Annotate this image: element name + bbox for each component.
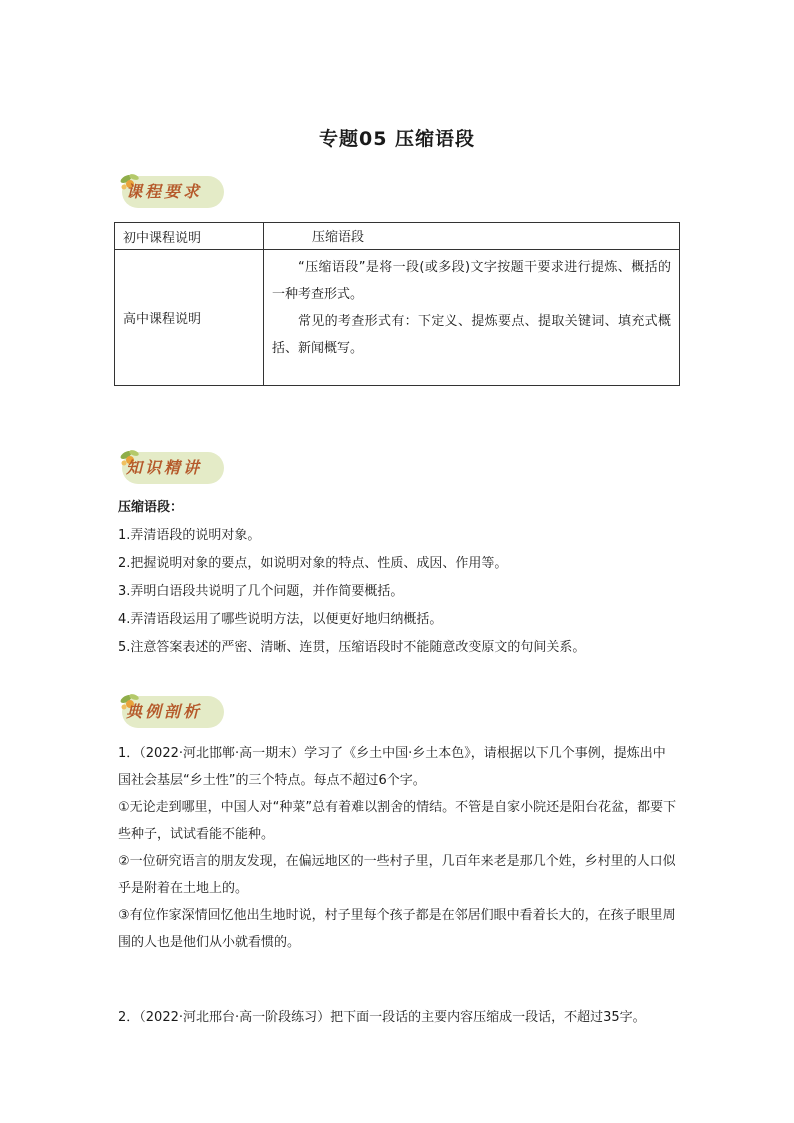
list-item: 5.注意答案表述的严密、清晰、连贯，压缩语段时不能随意改变原文的句间关系。 [118,640,586,655]
row-label: 初中课程说明 [115,223,264,250]
list-item: 2.把握说明对象的要点，如说明对象的特点、性质、成因、作用等。 [118,556,508,571]
question-item: ②一位研究语言的朋友发现，在偏远地区的一些村子里，几百年来老是那几个姓，乡村里的人口似乎是附着在土地上的。 [118,854,676,896]
row-paragraph: “压缩语段”是将一段(或多段)文字按题干要求进行提炼、概括的一种考查形式。 [272,260,671,302]
list-item: 1.弄清语段的说明对象。 [118,528,261,543]
section-badge-label: 课程要求 [126,182,203,201]
question-item: ③有位作家深情回忆他出生地时说，村子里每个孩子都是在邻居们眼中看着长大的，在孩子眼里周围的人也是他们从小就看惯的。 [118,908,676,950]
list-item: 4.弄清语段运用了哪些说明方法，以便更好地归纳概括。 [118,612,443,627]
page-title: 专题05 压缩语段 [318,128,476,150]
section-badge-knowledge [116,446,224,486]
section-badge-label: 典例剖析 [126,702,203,721]
question-1 [118,740,678,956]
knowledge-list [118,494,678,662]
table-row [115,250,680,386]
question-item: ①无论走到哪里，中国人对“种菜”总有着难以割舍的情结。不管是自家小院还是阳台花盆，都要下些种子，试试看能不能种。 [118,800,677,842]
course-requirements-table [114,222,680,386]
table-row [115,223,680,250]
row-content: 压缩语段 [264,223,680,250]
question-stem: 1．（2022·河北邯郸·高一期末）学习了《乡土中国·乡土本色》，请根据以下几个事例，提炼出中国社会基层“乡土性”的三个特点。每点不超过6个字。 [118,746,666,788]
question-stem: 2．（2022·河北邢台·高一阶段练习）把下面一段话的主要内容压缩成一段话，不超过35字。 [118,1010,646,1025]
list-item: 3.弄明白语段共说明了几个问题，并作简要概括。 [118,584,404,599]
knowledge-heading: 压缩语段： [118,500,184,515]
section-badge-examples [116,690,224,730]
section-badge-label: 知识精讲 [126,458,203,477]
question-2 [118,1004,678,1031]
row-label: 高中课程说明 [115,250,264,386]
row-paragraph: 常见的考查形式有：下定义、提炼要点、提取关键词、填充式概括、新闻概写。 [272,314,671,356]
section-badge-requirements [116,170,224,210]
